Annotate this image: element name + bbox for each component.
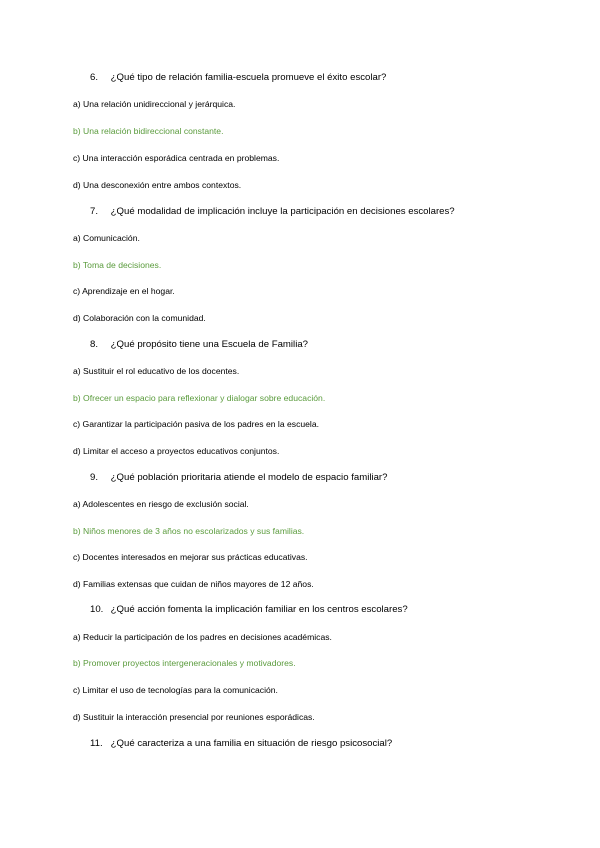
option-10c: c) Limitar el uso de tecnologías para la comunicación. (73, 685, 278, 695)
question-number: 7. (90, 206, 99, 217)
question-11 (90, 738, 392, 749)
question-text: ¿Qué población prioritaria atiende el modelo de espacio familiar? (110, 472, 388, 483)
question-text: ¿Qué propósito tiene una Escuela de Familia? (110, 339, 308, 350)
question-8 (90, 339, 308, 350)
question-text: ¿Qué tipo de relación familia-escuela promueve el éxito escolar? (110, 72, 387, 83)
option-7a: a) Comunicación. (73, 233, 140, 243)
question-number: 10. (90, 604, 104, 615)
option-8b-correct: b) Ofrecer un espacio para reflexionar y dialogar sobre educación. (73, 393, 326, 403)
option-10d: d) Sustituir la interacción presencial por reuniones esporádicas. (73, 712, 315, 722)
option-10b-correct: b) Promover proyectos intergeneracionales y motivadores. (73, 658, 296, 668)
question-text: ¿Qué modalidad de implicación incluye la participación en decisiones escolares? (110, 206, 455, 217)
question-7 (90, 206, 455, 217)
question-text: ¿Qué caracteriza a una familia en situación de riesgo psicosocial? (110, 738, 393, 749)
question-number: 6. (90, 72, 99, 83)
option-7b-correct: b) Toma de decisiones. (73, 260, 162, 270)
question-text: ¿Qué acción fomenta la implicación familiar en los centros escolares? (110, 604, 408, 615)
option-10a: a) Reducir la participación de los padres en decisiones académicas. (73, 632, 332, 642)
option-6b-correct: b) Una relación bidireccional constante. (73, 126, 224, 136)
option-8c: c) Garantizar la participación pasiva de los padres en la escuela. (73, 419, 320, 429)
option-7c: c) Aprendizaje en el hogar. (73, 286, 175, 296)
option-9d: d) Familias extensas que cuidan de niños mayores de 12 años. (73, 579, 314, 589)
question-10 (90, 604, 408, 615)
question-9 (90, 472, 387, 483)
option-9b-correct: b) Niños menores de 3 años no escolarizados y sus familias. (73, 526, 305, 536)
question-6 (90, 72, 386, 83)
option-7d: d) Colaboración con la comunidad. (73, 313, 206, 323)
option-8a: a) Sustituir el rol educativo de los docentes. (73, 366, 240, 376)
option-9a: a) Adolescentes en riesgo de exclusión social. (73, 499, 249, 509)
option-6d: d) Una desconexión entre ambos contextos. (73, 180, 242, 190)
option-6a: a) Una relación unidireccional y jerárquica. (73, 99, 236, 109)
question-number: 11. (90, 738, 103, 749)
option-8d: d) Limitar el acceso a proyectos educativos conjuntos. (73, 446, 280, 456)
option-6c: c) Una interacción esporádica centrada en problemas. (73, 153, 280, 163)
question-number: 9. (90, 472, 99, 483)
option-9c: c) Docentes interesados en mejorar sus prácticas educativas. (73, 552, 308, 562)
question-number: 8. (90, 339, 99, 350)
